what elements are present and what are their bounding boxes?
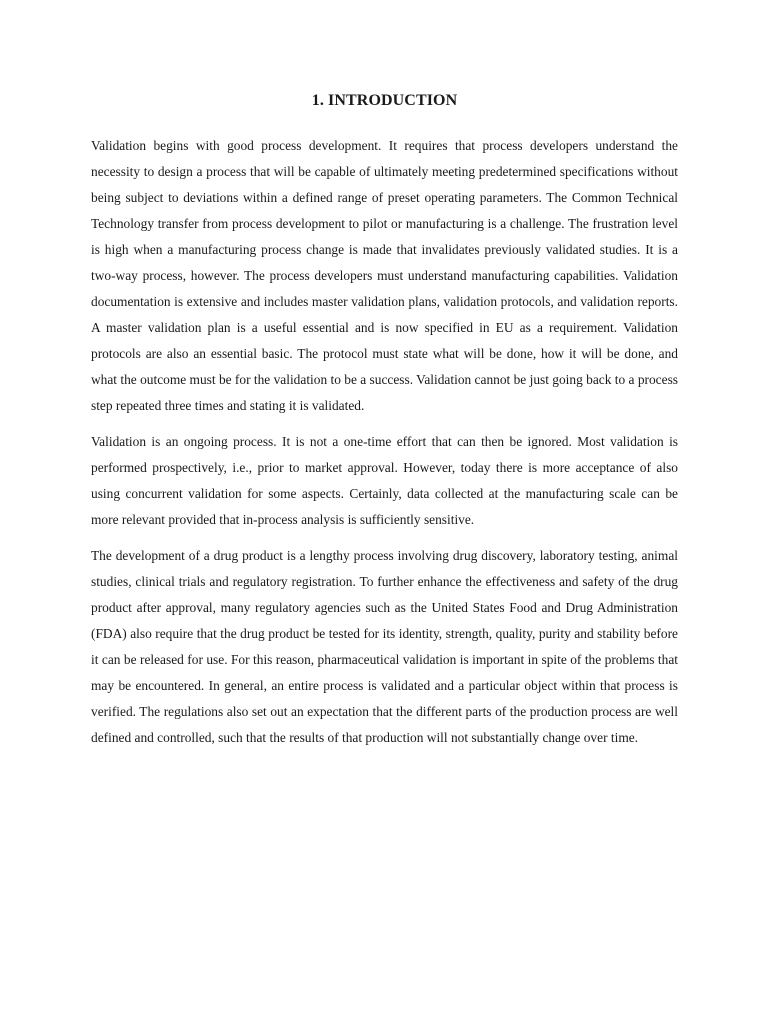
paragraph-1: Validation begins with good process development. It requires that process developers understand the necessity to design a process that will be capable of ultimately meeting predetermined specifications without being subject to deviations within a defined range of preset operating parameters. The Common Technical Technology transfer from process development to pilot or manufacturing is a challenge. The frustration level is high when a manufacturing process change is made that invalidates previously validated studies. It is a two-way process, however. The process developers must understand manufacturing capabilities. Validation documentation is extensive and includes master validation plans, validation protocols, and validation reports. A master validation plan is a useful essential and is now specified in EU as a requirement. Validation protocols are also an essential basic. The protocol must state what will be done, how it will be done, and what the outcome must be for the validation to be a success. Validation cannot be just going back to a process step repeated three times and stating it is validated. — [91, 138, 678, 413]
paragraph-2: Validation is an ongoing process. It is not a one-time effort that can then be ignored. Most validation is performed prospectively, i.e., prior to market approval. However, today there is more acceptance of also using concurrent validation for some aspects. Certainly, data collected at the manufacturing scale can be more relevant provided that in-process analysis is sufficiently sensitive. — [91, 434, 678, 527]
section-heading: 1. INTRODUCTION — [311, 92, 458, 109]
paragraph-3: The development of a drug product is a lengthy process involving drug discovery, laboratory testing, animal studies, clinical trials and regulatory registration. To further enhance the effectiveness and safety of the drug product after approval, many regulatory agencies such as the United States Food and Drug Administration (FDA) also require that the drug product be tested for its identity, strength, quality, purity and stability before it can be released for use. For this reason, pharmaceutical validation is important in spite of the problems that may be encountered. In general, an entire process is validated and a particular object within that process is verified. The regulations also set out an expectation that the different parts of the production process are well defined and controlled, such that the results of that production will not substantially change over time. — [91, 548, 678, 745]
document-body — [91, 133, 678, 751]
